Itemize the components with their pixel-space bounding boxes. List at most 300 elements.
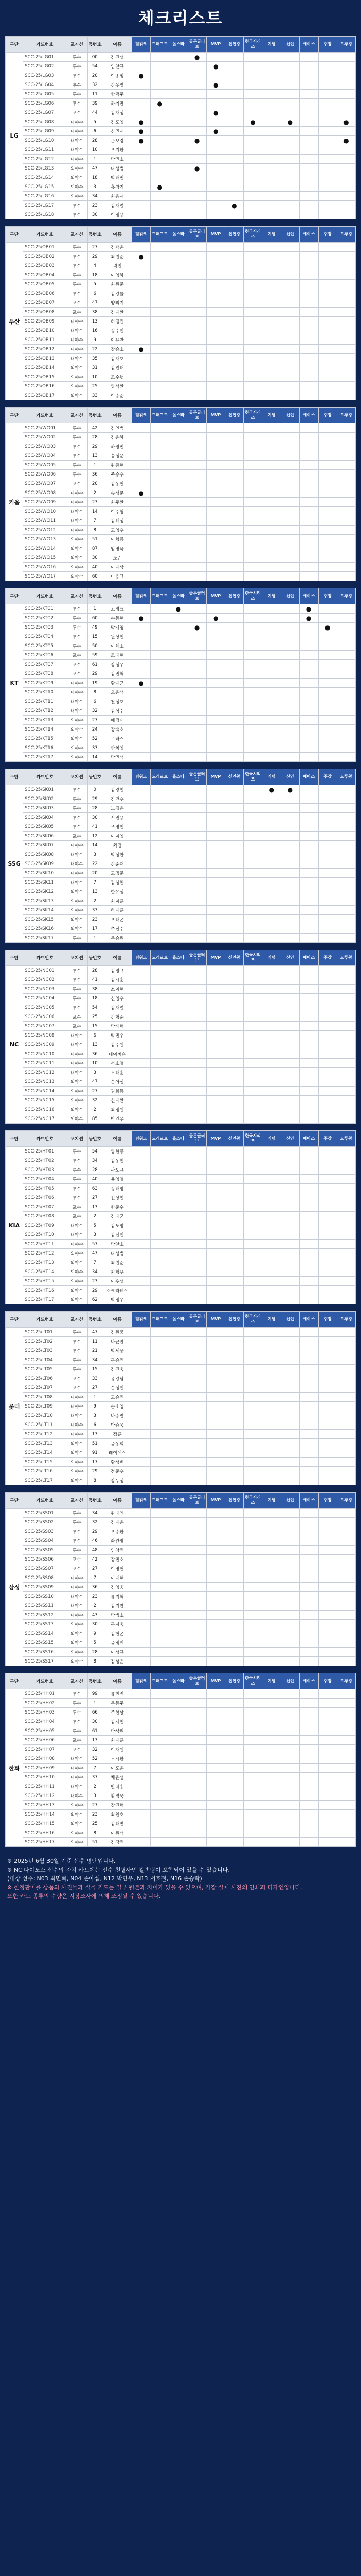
empty-cell bbox=[281, 1374, 300, 1383]
empty-cell bbox=[281, 345, 300, 354]
empty-cell bbox=[169, 280, 188, 289]
empty-cell bbox=[337, 345, 355, 354]
category-header: 팀워크 bbox=[132, 1673, 151, 1689]
empty-cell bbox=[206, 734, 225, 743]
column-header: 이름 bbox=[103, 1131, 132, 1147]
empty-cell bbox=[188, 679, 206, 688]
empty-cell bbox=[225, 841, 243, 850]
empty-cell bbox=[225, 1096, 243, 1105]
cell-code: SCC-25/WO02 bbox=[23, 433, 67, 442]
empty-cell bbox=[132, 924, 151, 934]
empty-cell bbox=[225, 1819, 243, 1828]
empty-cell bbox=[206, 572, 225, 581]
empty-cell bbox=[225, 363, 243, 372]
empty-cell bbox=[281, 651, 300, 660]
cell-name: 소크라테스 bbox=[103, 1286, 132, 1295]
empty-cell bbox=[132, 850, 151, 859]
empty-cell bbox=[151, 201, 169, 210]
cell-code: SCC-25/LG06 bbox=[23, 99, 67, 108]
cell-no: 29 bbox=[87, 442, 103, 451]
empty-cell bbox=[300, 1411, 318, 1420]
empty-cell bbox=[206, 1003, 225, 1012]
empty-cell bbox=[188, 1420, 206, 1430]
empty-cell bbox=[318, 252, 337, 261]
empty-cell bbox=[262, 1049, 281, 1059]
empty-cell bbox=[318, 1105, 337, 1114]
empty-cell bbox=[188, 535, 206, 544]
empty-cell bbox=[188, 813, 206, 822]
empty-cell bbox=[132, 173, 151, 182]
empty-cell bbox=[318, 716, 337, 725]
table-row bbox=[6, 753, 356, 762]
column-header: 이름 bbox=[103, 37, 132, 53]
table-row bbox=[6, 1657, 356, 1666]
cell-pos: 투수 bbox=[67, 1355, 87, 1365]
empty-cell bbox=[225, 688, 243, 697]
empty-cell bbox=[281, 1249, 300, 1258]
empty-cell bbox=[300, 1156, 318, 1165]
empty-cell bbox=[243, 553, 262, 563]
table-row bbox=[6, 544, 356, 553]
empty-cell bbox=[318, 1277, 337, 1286]
empty-cell bbox=[206, 498, 225, 507]
category-header: 기념 bbox=[262, 1673, 281, 1689]
cell-name: 이형종 bbox=[103, 535, 132, 544]
empty-cell bbox=[151, 53, 169, 62]
empty-cell bbox=[262, 1564, 281, 1573]
empty-cell bbox=[188, 1573, 206, 1583]
cell-code: SCC-25/WO14 bbox=[23, 544, 67, 553]
empty-cell bbox=[262, 934, 281, 943]
empty-cell bbox=[188, 1782, 206, 1791]
cell-no: 66 bbox=[87, 1708, 103, 1717]
cell-pos: 내야수 bbox=[67, 1583, 87, 1592]
cell-name: 좌완영 bbox=[103, 1536, 132, 1546]
empty-cell bbox=[300, 108, 318, 117]
cell-code: SCC-25/NC10 bbox=[23, 1049, 67, 1059]
empty-cell bbox=[206, 641, 225, 651]
empty-cell bbox=[132, 1708, 151, 1717]
team-section-4 bbox=[5, 769, 356, 943]
empty-cell bbox=[206, 1175, 225, 1184]
empty-cell bbox=[300, 1773, 318, 1782]
empty-cell bbox=[300, 345, 318, 354]
empty-cell bbox=[132, 1383, 151, 1393]
empty-cell bbox=[169, 1708, 188, 1717]
table-row bbox=[6, 1745, 356, 1754]
empty-cell bbox=[300, 1509, 318, 1518]
empty-cell bbox=[337, 210, 355, 219]
empty-cell bbox=[169, 660, 188, 669]
empty-cell bbox=[151, 1745, 169, 1754]
empty-cell bbox=[132, 461, 151, 470]
cell-name: 노시환 bbox=[103, 1754, 132, 1764]
cell-pos: 투수 bbox=[67, 470, 87, 479]
empty-cell bbox=[300, 1828, 318, 1838]
empty-cell bbox=[188, 1458, 206, 1467]
empty-cell bbox=[169, 822, 188, 832]
empty-cell bbox=[281, 623, 300, 632]
cell-pos: 포수 bbox=[67, 1012, 87, 1022]
cell-pos: 내야수 bbox=[67, 1393, 87, 1402]
empty-cell bbox=[337, 433, 355, 442]
empty-cell bbox=[151, 804, 169, 813]
empty-cell bbox=[318, 1764, 337, 1773]
empty-cell bbox=[225, 90, 243, 99]
empty-cell bbox=[318, 660, 337, 669]
cell-name: 전상현 bbox=[103, 1193, 132, 1202]
cell-code: SCC-25/SS02 bbox=[23, 1518, 67, 1527]
cell-pos: 투수 bbox=[67, 813, 87, 822]
cell-code: SCC-25/LT08 bbox=[23, 1393, 67, 1402]
empty-cell bbox=[281, 563, 300, 572]
empty-cell bbox=[151, 470, 169, 479]
empty-cell bbox=[337, 544, 355, 553]
cell-code: SCC-25/LT12 bbox=[23, 1430, 67, 1439]
empty-cell bbox=[243, 164, 262, 173]
empty-cell bbox=[206, 623, 225, 632]
empty-cell bbox=[318, 572, 337, 581]
empty-cell bbox=[206, 1745, 225, 1754]
empty-cell bbox=[225, 1087, 243, 1096]
empty-cell bbox=[337, 488, 355, 498]
empty-cell bbox=[225, 192, 243, 201]
empty-cell bbox=[337, 317, 355, 326]
cell-name: 조수행 bbox=[103, 372, 132, 382]
empty-cell bbox=[225, 308, 243, 317]
empty-cell bbox=[169, 145, 188, 155]
cell-code: SCC-25/HH14 bbox=[23, 1810, 67, 1819]
cell-code: SCC-25/LT17 bbox=[23, 1476, 67, 1485]
column-header: 포지션 bbox=[67, 1673, 87, 1689]
empty-cell bbox=[206, 1165, 225, 1175]
column-header: 등번호 bbox=[87, 227, 103, 243]
empty-cell bbox=[225, 975, 243, 985]
table-row bbox=[6, 423, 356, 433]
cell-pos: 투수 bbox=[67, 201, 87, 210]
empty-cell bbox=[281, 1355, 300, 1365]
empty-cell bbox=[262, 632, 281, 641]
column-header: 이름 bbox=[103, 1312, 132, 1328]
empty-cell bbox=[169, 1383, 188, 1393]
column-header: 카드번호 bbox=[23, 227, 67, 243]
cell-no: 24 bbox=[87, 725, 103, 734]
empty-cell bbox=[151, 1267, 169, 1277]
empty-cell bbox=[169, 859, 188, 869]
empty-cell bbox=[337, 526, 355, 535]
empty-cell bbox=[132, 660, 151, 669]
cell-no: 29 bbox=[87, 1286, 103, 1295]
cell-no: 27 bbox=[87, 1193, 103, 1202]
empty-cell bbox=[318, 822, 337, 832]
empty-cell bbox=[300, 1165, 318, 1175]
empty-cell bbox=[300, 261, 318, 270]
empty-cell bbox=[132, 1365, 151, 1374]
empty-cell bbox=[262, 859, 281, 869]
empty-cell bbox=[262, 1175, 281, 1184]
category-header: 에이스 bbox=[300, 408, 318, 423]
empty-cell bbox=[206, 461, 225, 470]
empty-cell bbox=[132, 1717, 151, 1726]
empty-cell bbox=[337, 1555, 355, 1564]
empty-cell bbox=[169, 71, 188, 80]
empty-cell bbox=[225, 813, 243, 822]
empty-cell bbox=[262, 1838, 281, 1847]
cell-no: 1 bbox=[87, 1699, 103, 1708]
category-header: MVP bbox=[206, 1673, 225, 1689]
category-header: 골든글러브 bbox=[188, 1673, 206, 1689]
empty-cell bbox=[262, 804, 281, 813]
cell-no: 8 bbox=[87, 688, 103, 697]
cell-code: SCC-25/HH13 bbox=[23, 1801, 67, 1810]
empty-cell bbox=[151, 632, 169, 641]
cell-no: 2 bbox=[87, 1212, 103, 1221]
cell-no: 2 bbox=[87, 1782, 103, 1791]
empty-cell bbox=[243, 261, 262, 270]
empty-cell bbox=[337, 354, 355, 363]
cell-code: SCC-25/SS14 bbox=[23, 1629, 67, 1638]
empty-cell bbox=[300, 117, 318, 127]
table-header-row bbox=[6, 769, 356, 785]
empty-cell bbox=[206, 335, 225, 345]
empty-cell bbox=[206, 1592, 225, 1601]
empty-cell bbox=[300, 1114, 318, 1124]
category-header: 주장 bbox=[318, 1673, 337, 1689]
empty-cell bbox=[225, 716, 243, 725]
empty-cell bbox=[300, 1193, 318, 1202]
empty-cell bbox=[188, 915, 206, 924]
empty-cell bbox=[300, 887, 318, 896]
empty-cell bbox=[262, 1726, 281, 1736]
check-dot: ● bbox=[151, 182, 169, 192]
empty-cell bbox=[318, 924, 337, 934]
empty-cell bbox=[206, 354, 225, 363]
empty-cell bbox=[281, 1012, 300, 1022]
empty-cell bbox=[262, 553, 281, 563]
cell-name: 추신수 bbox=[103, 924, 132, 934]
empty-cell bbox=[243, 1592, 262, 1601]
empty-cell bbox=[281, 1791, 300, 1801]
empty-cell bbox=[169, 896, 188, 906]
empty-cell bbox=[188, 507, 206, 516]
cell-name: 박찬호 bbox=[103, 1240, 132, 1249]
cell-code: SCC-25/LG17 bbox=[23, 201, 67, 210]
empty-cell bbox=[169, 1448, 188, 1458]
empty-cell bbox=[151, 1374, 169, 1383]
empty-cell bbox=[169, 1420, 188, 1430]
table-header-row bbox=[6, 588, 356, 604]
empty-cell bbox=[243, 53, 262, 62]
empty-cell bbox=[188, 859, 206, 869]
empty-cell bbox=[206, 632, 225, 641]
empty-cell bbox=[206, 804, 225, 813]
empty-cell bbox=[169, 1068, 188, 1077]
column-header: 카드번호 bbox=[23, 588, 67, 604]
empty-cell bbox=[206, 975, 225, 985]
cell-code: SCC-25/KT01 bbox=[23, 604, 67, 614]
empty-cell bbox=[225, 1077, 243, 1087]
empty-cell bbox=[132, 391, 151, 400]
table-row bbox=[6, 354, 356, 363]
empty-cell bbox=[206, 1773, 225, 1782]
empty-cell bbox=[225, 270, 243, 280]
empty-cell bbox=[262, 994, 281, 1003]
cell-name: 손아섭 bbox=[103, 1077, 132, 1087]
empty-cell bbox=[169, 1828, 188, 1838]
cell-code: SCC-25/HH15 bbox=[23, 1819, 67, 1828]
team-section-5 bbox=[5, 950, 356, 1124]
empty-cell bbox=[225, 822, 243, 832]
empty-cell bbox=[188, 1555, 206, 1564]
empty-cell bbox=[281, 859, 300, 869]
empty-cell bbox=[300, 423, 318, 433]
empty-cell bbox=[243, 526, 262, 535]
empty-cell bbox=[206, 651, 225, 660]
category-header: 신인왕 bbox=[225, 1312, 243, 1328]
empty-cell bbox=[169, 1699, 188, 1708]
empty-cell bbox=[281, 488, 300, 498]
empty-cell bbox=[225, 1411, 243, 1420]
empty-cell bbox=[225, 1156, 243, 1165]
empty-cell bbox=[169, 526, 188, 535]
table-row bbox=[6, 345, 356, 354]
empty-cell bbox=[225, 62, 243, 71]
empty-cell bbox=[243, 1555, 262, 1564]
empty-cell bbox=[188, 869, 206, 878]
cell-pos: 내야수 bbox=[67, 697, 87, 706]
table-row bbox=[6, 1277, 356, 1286]
cell-pos: 외야수 bbox=[67, 572, 87, 581]
cell-no: 11 bbox=[87, 1337, 103, 1346]
cell-name: 송성문 bbox=[103, 451, 132, 461]
cell-name: 장두성 bbox=[103, 1476, 132, 1485]
table-row bbox=[6, 706, 356, 716]
empty-cell bbox=[243, 433, 262, 442]
cell-no: 46 bbox=[87, 1536, 103, 1546]
empty-cell bbox=[206, 1193, 225, 1202]
empty-cell bbox=[188, 1838, 206, 1847]
empty-cell bbox=[225, 451, 243, 461]
cell-pos: 내야수 bbox=[67, 335, 87, 345]
cell-pos: 외야수 bbox=[67, 1295, 87, 1304]
empty-cell bbox=[318, 1689, 337, 1699]
cell-name: 이성규 bbox=[103, 1648, 132, 1657]
empty-cell bbox=[262, 1467, 281, 1476]
empty-cell bbox=[262, 363, 281, 372]
empty-cell bbox=[243, 623, 262, 632]
empty-cell bbox=[151, 488, 169, 498]
empty-cell bbox=[318, 1592, 337, 1601]
empty-cell bbox=[151, 498, 169, 507]
empty-cell bbox=[337, 108, 355, 117]
table-row bbox=[6, 1420, 356, 1430]
empty-cell bbox=[243, 544, 262, 553]
empty-cell bbox=[206, 289, 225, 298]
cell-code: SCC-25/SS16 bbox=[23, 1648, 67, 1657]
cell-pos: 외야수 bbox=[67, 1828, 87, 1838]
empty-cell bbox=[243, 753, 262, 762]
empty-cell bbox=[169, 651, 188, 660]
table-row bbox=[6, 1527, 356, 1536]
table-row bbox=[6, 451, 356, 461]
empty-cell bbox=[281, 1611, 300, 1620]
empty-cell bbox=[169, 1573, 188, 1583]
empty-cell bbox=[225, 1249, 243, 1258]
cell-name: 김형준 bbox=[103, 1012, 132, 1022]
cell-name: 안치영 bbox=[103, 743, 132, 753]
cell-code: SCC-25/WO10 bbox=[23, 507, 67, 516]
table-row bbox=[6, 1295, 356, 1304]
cell-no: 30 bbox=[87, 1620, 103, 1629]
cell-pos: 내야수 bbox=[67, 679, 87, 688]
category-header: 도루왕 bbox=[337, 1312, 355, 1328]
empty-cell bbox=[337, 1022, 355, 1031]
cell-no: 23 bbox=[87, 1277, 103, 1286]
empty-cell bbox=[243, 1736, 262, 1745]
table-row bbox=[6, 1726, 356, 1736]
empty-cell bbox=[206, 526, 225, 535]
empty-cell bbox=[151, 985, 169, 994]
empty-cell bbox=[337, 906, 355, 915]
empty-cell bbox=[281, 507, 300, 516]
cell-pos: 투수 bbox=[67, 1708, 87, 1717]
empty-cell bbox=[281, 706, 300, 716]
cell-pos: 내야수 bbox=[67, 869, 87, 878]
empty-cell bbox=[169, 906, 188, 915]
cell-pos: 외야수 bbox=[67, 553, 87, 563]
table-row bbox=[6, 1620, 356, 1629]
cell-code: SCC-25/LT10 bbox=[23, 1411, 67, 1420]
empty-cell bbox=[169, 363, 188, 372]
cell-code: SCC-25/HH02 bbox=[23, 1699, 67, 1708]
empty-cell bbox=[169, 108, 188, 117]
empty-cell bbox=[206, 1838, 225, 1847]
cell-no: 32 bbox=[87, 80, 103, 90]
cell-pos: 내야수 bbox=[67, 155, 87, 164]
cell-code: SCC-25/NC05 bbox=[23, 1003, 67, 1012]
empty-cell bbox=[169, 182, 188, 192]
cell-no: 41 bbox=[87, 975, 103, 985]
table-row bbox=[6, 155, 356, 164]
empty-cell bbox=[225, 382, 243, 391]
team-section-3 bbox=[5, 588, 356, 762]
cell-name: 강승호 bbox=[103, 345, 132, 354]
empty-cell bbox=[225, 479, 243, 488]
empty-cell bbox=[281, 1782, 300, 1791]
cell-no: 2 bbox=[87, 488, 103, 498]
cell-no: 1 bbox=[87, 461, 103, 470]
empty-cell bbox=[206, 743, 225, 753]
empty-cell bbox=[206, 1096, 225, 1105]
empty-cell bbox=[151, 794, 169, 804]
empty-cell bbox=[188, 1509, 206, 1518]
empty-cell bbox=[262, 173, 281, 182]
empty-cell bbox=[169, 1717, 188, 1726]
empty-cell bbox=[169, 734, 188, 743]
cell-code: SCC-25/OB02 bbox=[23, 252, 67, 261]
empty-cell bbox=[243, 90, 262, 99]
cell-code: SCC-25/HT11 bbox=[23, 1240, 67, 1249]
cell-code: SCC-25/NC08 bbox=[23, 1031, 67, 1040]
empty-cell bbox=[243, 859, 262, 869]
empty-cell bbox=[262, 1240, 281, 1249]
empty-cell bbox=[206, 145, 225, 155]
category-header: 주장 bbox=[318, 37, 337, 53]
empty-cell bbox=[281, 1754, 300, 1764]
empty-cell bbox=[281, 1726, 300, 1736]
empty-cell bbox=[225, 832, 243, 841]
empty-cell bbox=[206, 1022, 225, 1031]
